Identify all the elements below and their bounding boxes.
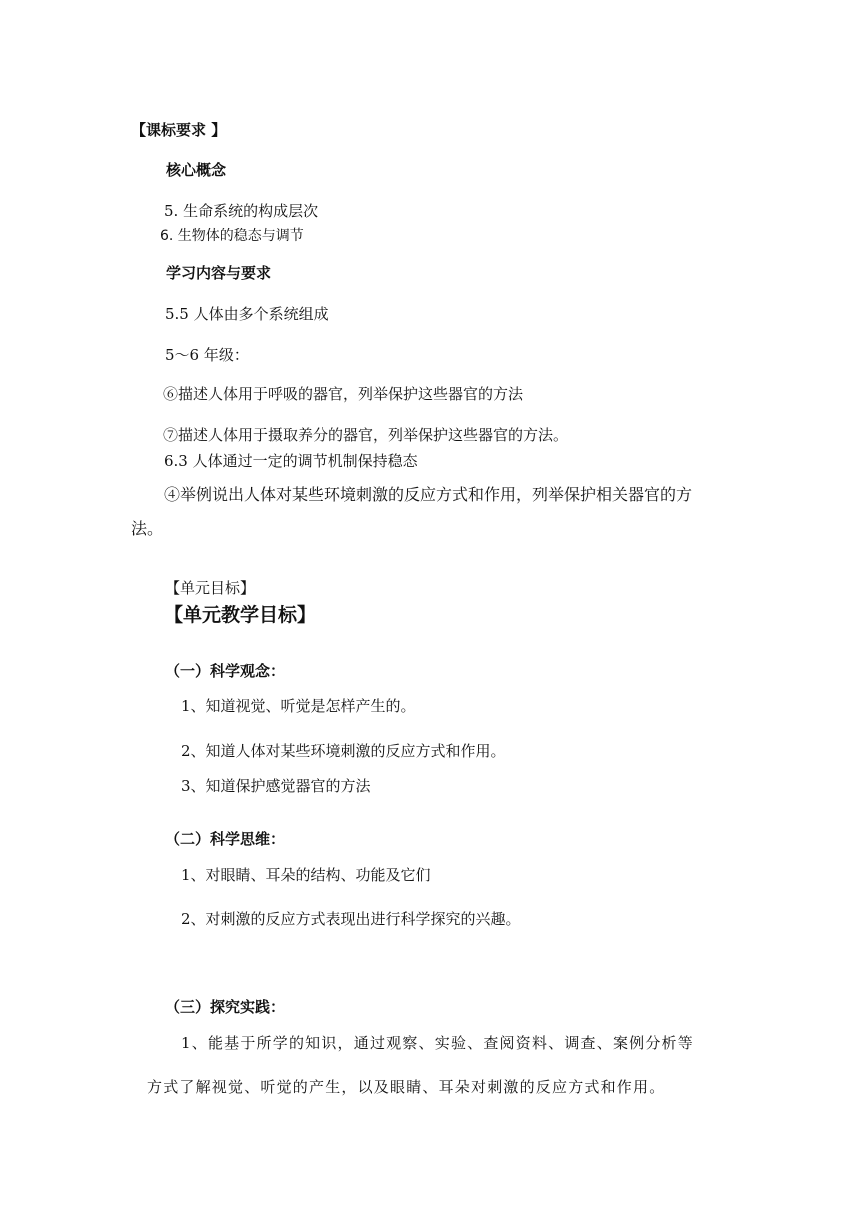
science-concept-item: 1、知道视觉、听觉是怎样产生的。	[181, 697, 416, 715]
science-thinking-title: （二）科学思维：	[165, 830, 286, 848]
science-concept-item: 2、知道人体对某些环境刺激的反应方式和作用。	[181, 742, 506, 760]
curriculum-item: 6.3 人体通过一定的调节机制保持稳态	[164, 452, 418, 470]
science-thinking-item: 1、对眼睛、耳朵的结构、功能及它们	[181, 866, 431, 884]
curriculum-heading: 【课标要求 】	[131, 121, 227, 139]
science-thinking-item: 2、对刺激的反应方式表现出进行科学探究的兴趣。	[181, 910, 521, 928]
inquiry-practice-item: 1、能基于所学的知识，通过观察、实验、查阅资料、调查、案例分析等	[181, 1034, 694, 1052]
curriculum-item: 5.5 人体由多个系统组成	[165, 305, 329, 323]
science-concept-item: 3、知道保护感觉器官的方法	[181, 777, 371, 795]
inquiry-practice-title: （三）探究实践：	[165, 998, 286, 1016]
core-concept-item: 6. 生物体的稳态与调节	[160, 228, 304, 244]
core-concept-item: 5. 生命系统的构成层次	[164, 202, 319, 220]
inquiry-practice-item-continuation: 方式了解视觉、听觉的产生，以及眼睛、耳朵对刺激的反应方式和作用。	[147, 1078, 666, 1096]
curriculum-item: ④举例说出人体对某些环境刺激的反应方式和作用，列举保护相关器官的方	[164, 485, 693, 504]
learning-requirements-title: 学习内容与要求	[166, 264, 272, 282]
curriculum-item: ⑦描述人体用于摄取养分的器官，列举保护这些器官的方法。	[163, 426, 569, 444]
unit-teaching-goal-heading: 【单元教学目标】	[164, 604, 317, 626]
science-concepts-title: （一）科学观念：	[165, 662, 286, 680]
curriculum-item-continuation: 法。	[131, 519, 164, 538]
core-concepts-title: 核心概念	[166, 161, 227, 179]
grade-label: 5～6 年级：	[165, 346, 249, 364]
curriculum-item: ⑥描述人体用于呼吸的器官，列举保护这些器官的方法	[163, 385, 524, 403]
unit-goal-heading: 【单元目标】	[165, 579, 256, 597]
